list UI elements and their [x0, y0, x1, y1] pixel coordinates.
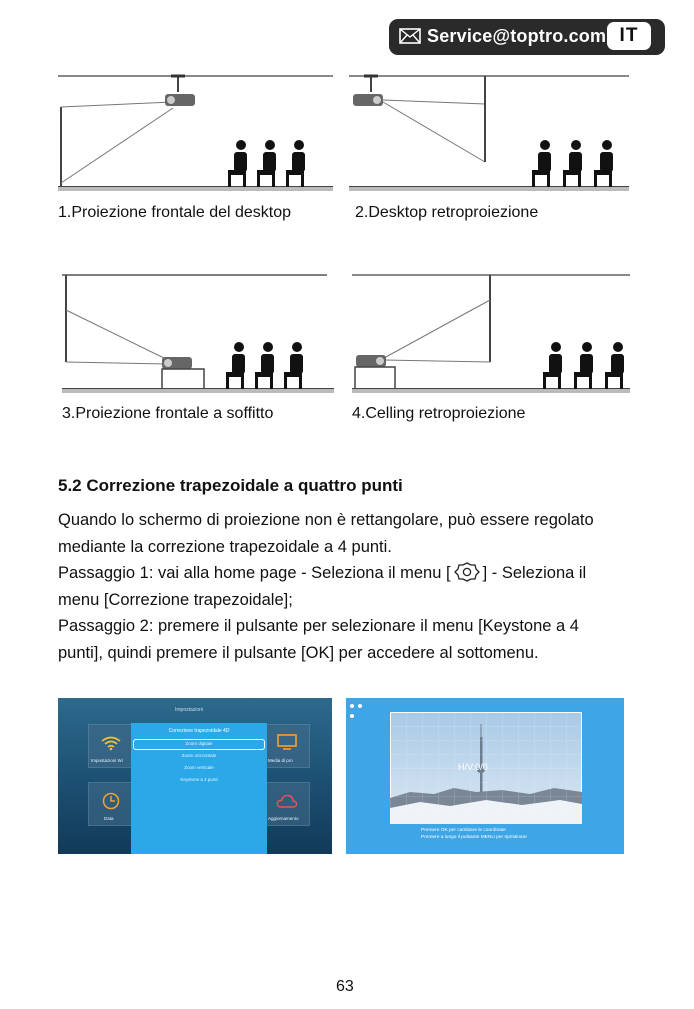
diagram-caption-4: 4.Celling retroproiezione	[352, 405, 526, 422]
service-header	[389, 19, 665, 55]
tile-label: Media di pro	[268, 758, 293, 763]
tile-label: Aggiornamento	[268, 816, 299, 821]
keystone-preview-image	[390, 712, 582, 824]
menu-item[interactable]: Zoom orizzontale	[181, 753, 217, 758]
hv-value: H/V:0/0	[458, 762, 488, 772]
diagram-desktop-rear	[349, 70, 629, 192]
instruction-line: Quando lo schermo di proiezione non è rettangolare, può essere regolato	[58, 511, 594, 529]
instruction-line: Passaggio 2: premere il pulsante per selezionare il menu [Keystone a 4	[58, 617, 579, 635]
language-badge: IT	[607, 22, 651, 50]
instruction-line: menu [Correzione trapezoidale];	[58, 590, 293, 609]
menu-item[interactable]: Keystone a 4 punti	[180, 777, 218, 782]
tile-media	[264, 724, 310, 768]
keystone-menu	[131, 723, 267, 854]
settings-menu-screenshot	[58, 698, 332, 854]
tile-label: Impostazioni Wi	[91, 758, 123, 763]
service-email[interactable]: Service@toptro.com	[427, 26, 607, 46]
hint-line: Premere OK per cambiare le coordinate	[421, 828, 506, 833]
diagram-front-desktop-ceiling	[58, 70, 333, 192]
hint-line: Premere a lungo il pulsante MENU per ripristinare	[421, 835, 527, 840]
instruction-text: ] - Seleziona il	[482, 564, 587, 582]
corner-dots-icon	[349, 703, 369, 719]
tile-date	[88, 782, 134, 826]
cloud-icon	[276, 793, 298, 809]
section-title: 5.2 Correzione trapezoidale a quattro punti	[58, 476, 403, 495]
instruction-line: mediante la correzione trapezoidale a 4 punti.	[58, 537, 392, 556]
instruction-text: Passaggio 1: vai alla home page - Seleziona il menu [	[58, 564, 451, 582]
menu-title: Correzione trapezoidale 4D	[168, 728, 230, 734]
instruction-line: punti], quindi premere il pulsante [OK] per accedere al sottomenu.	[58, 643, 539, 662]
wifi-icon	[100, 735, 122, 751]
tile-update	[264, 782, 310, 826]
instructions-text	[58, 507, 638, 666]
gear-icon	[454, 562, 480, 582]
instruction-line-with-icon	[58, 560, 638, 587]
mail-icon	[399, 28, 421, 44]
diagram-caption-2: 2.Desktop retroproiezione	[355, 204, 539, 221]
clock-icon	[102, 792, 120, 810]
menu-item[interactable]: Zoom digitale	[185, 741, 213, 746]
keystone-adjust-screenshot	[346, 698, 624, 854]
diagram-caption-3: 3.Proiezione frontale a soffitto	[62, 405, 274, 422]
monitor-icon	[277, 734, 297, 750]
tile-wifi	[88, 724, 134, 768]
diagram-front-ceiling	[62, 270, 334, 394]
menu-item[interactable]: Zoom verticale	[184, 765, 214, 770]
diagram-ceiling-rear	[352, 270, 630, 394]
page-number: 63	[336, 978, 354, 995]
diagram-caption-1: 1.Proiezione frontale del desktop	[58, 204, 292, 221]
tile-label: Data	[104, 816, 114, 821]
screen-top-label: Impostazioni	[175, 707, 204, 713]
